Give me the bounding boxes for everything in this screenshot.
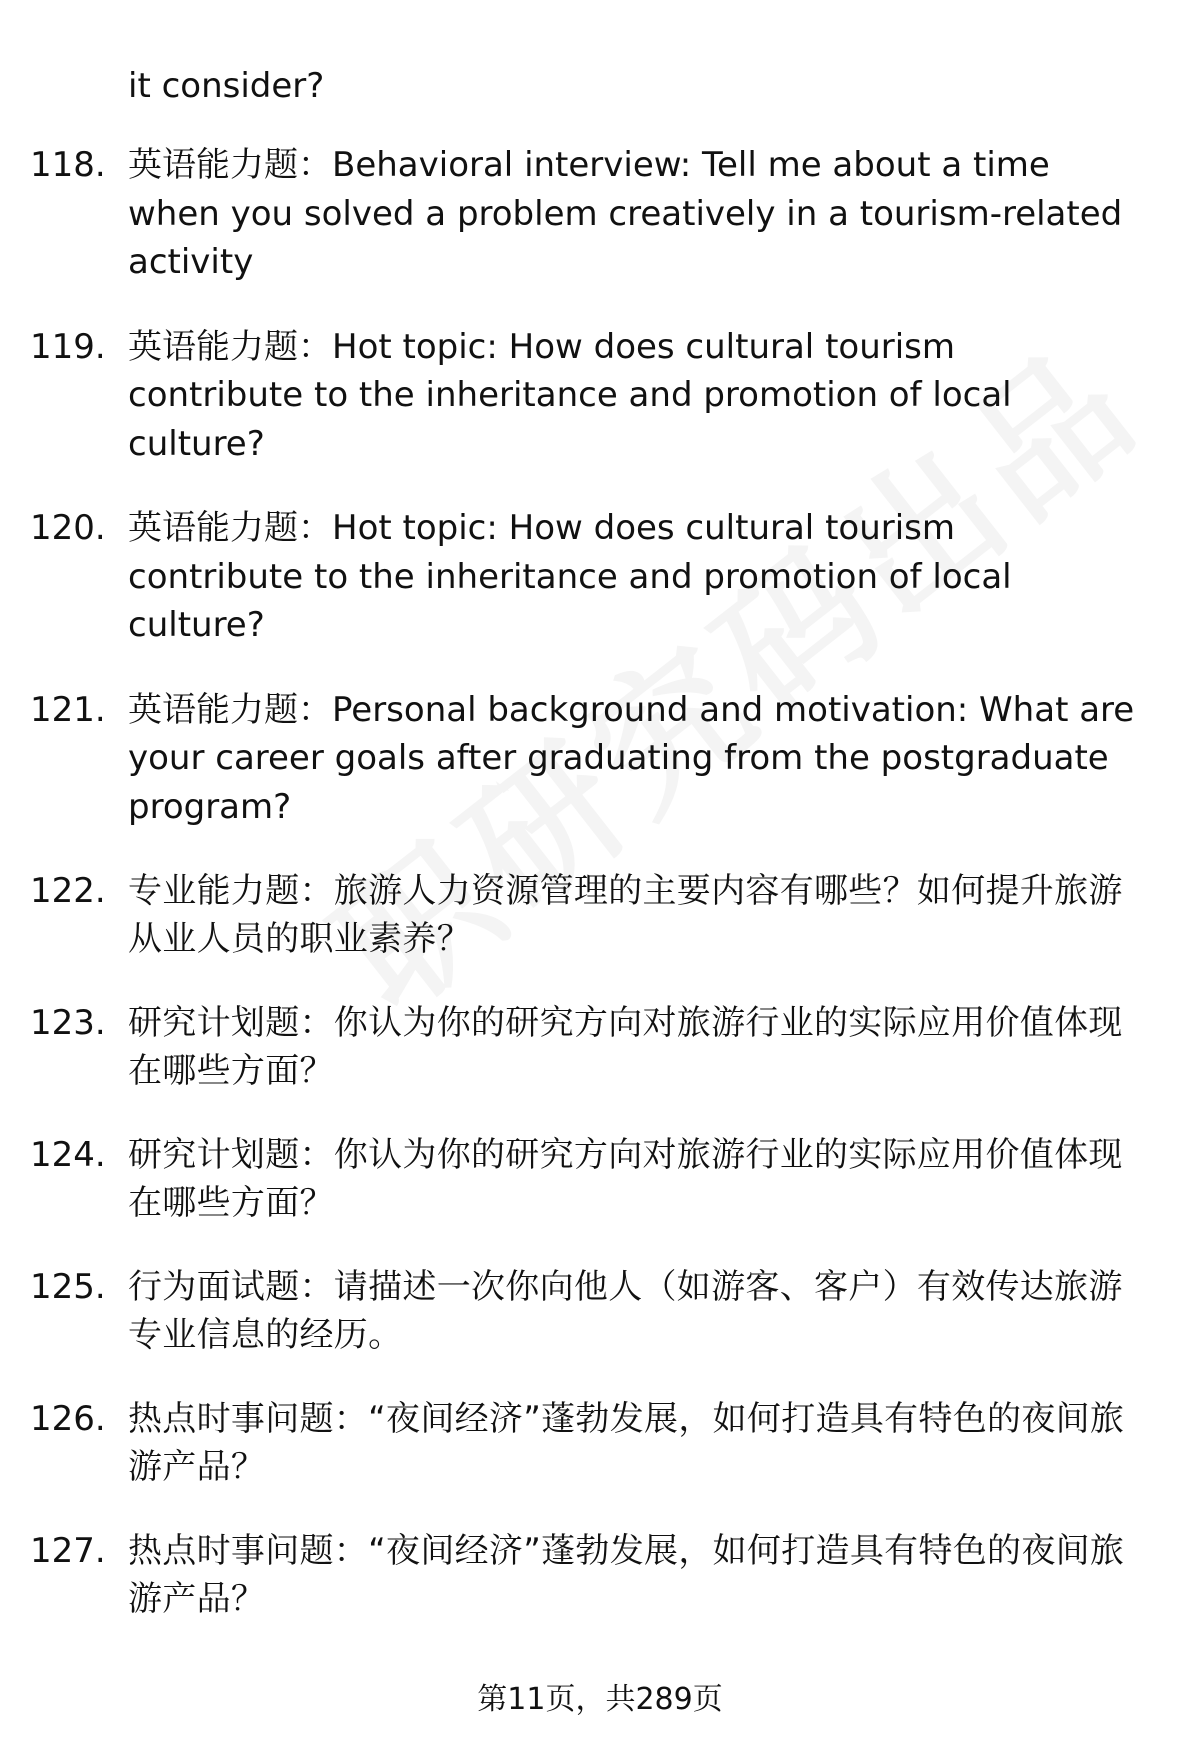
question-item (30, 999, 1160, 1095)
question-number: 124. (30, 1135, 106, 1175)
question-text: 英语能力题：Hot topic: How does cultural tourism contribute to the inheritance and promotion of local culture? (128, 326, 1012, 464)
question-number: 118. (30, 145, 106, 185)
continuation-text: it consider? (128, 66, 325, 106)
question-number: 120. (30, 508, 106, 548)
question-item (30, 1131, 1160, 1227)
question-item (30, 141, 1160, 287)
question-list (30, 141, 1160, 1659)
question-number: 126. (30, 1399, 106, 1439)
question-number: 122. (30, 871, 106, 911)
question-number: 125. (30, 1267, 106, 1307)
question-number: 127. (30, 1531, 106, 1571)
question-number: 119. (30, 326, 106, 367)
question-text: 英语能力题：Behavioral interview: Tell me about a time when you solved a problem creatively in a tourism-related activity (128, 145, 1123, 282)
question-item (30, 686, 1160, 832)
question-item (30, 1527, 1160, 1623)
question-text: 热点时事问题：“夜间经济”蓬勃发展，如何打造具有特色的夜间旅游产品？ (128, 1531, 1125, 1619)
question-text: 研究计划题：你认为你的研究方向对旅游行业的实际应用价值体现在哪些方面？ (128, 1135, 1123, 1223)
question-text: 行为面试题：请描述一次你向他人（如游客、客户）有效传达旅游专业信息的经历。 (128, 1267, 1123, 1355)
question-item (30, 1395, 1160, 1491)
question-number: 123. (30, 1003, 106, 1043)
question-text: 英语能力题：Personal background and motivation: What are your career goals after graduating from the postgraduate program? (128, 689, 1135, 827)
question-text: 热点时事问题：“夜间经济”蓬勃发展，如何打造具有特色的夜间旅游产品？ (128, 1399, 1125, 1487)
question-text: 研究计划题：你认为你的研究方向对旅游行业的实际应用价值体现在哪些方面？ (128, 1003, 1123, 1091)
question-item (30, 323, 1160, 469)
question-item (30, 1263, 1160, 1359)
question-text: 专业能力题：旅游人力资源管理的主要内容有哪些？如何提升旅游从业人员的职业素养？ (128, 871, 1123, 959)
page-footer: 第11页，共289页 (477, 1682, 723, 1717)
question-text: 英语能力题：Hot topic: How does cultural tourism contribute to the inheritance and promotion of local culture? (128, 508, 1012, 645)
question-item (30, 867, 1160, 963)
question-item (30, 504, 1160, 650)
question-number: 121. (30, 689, 106, 730)
